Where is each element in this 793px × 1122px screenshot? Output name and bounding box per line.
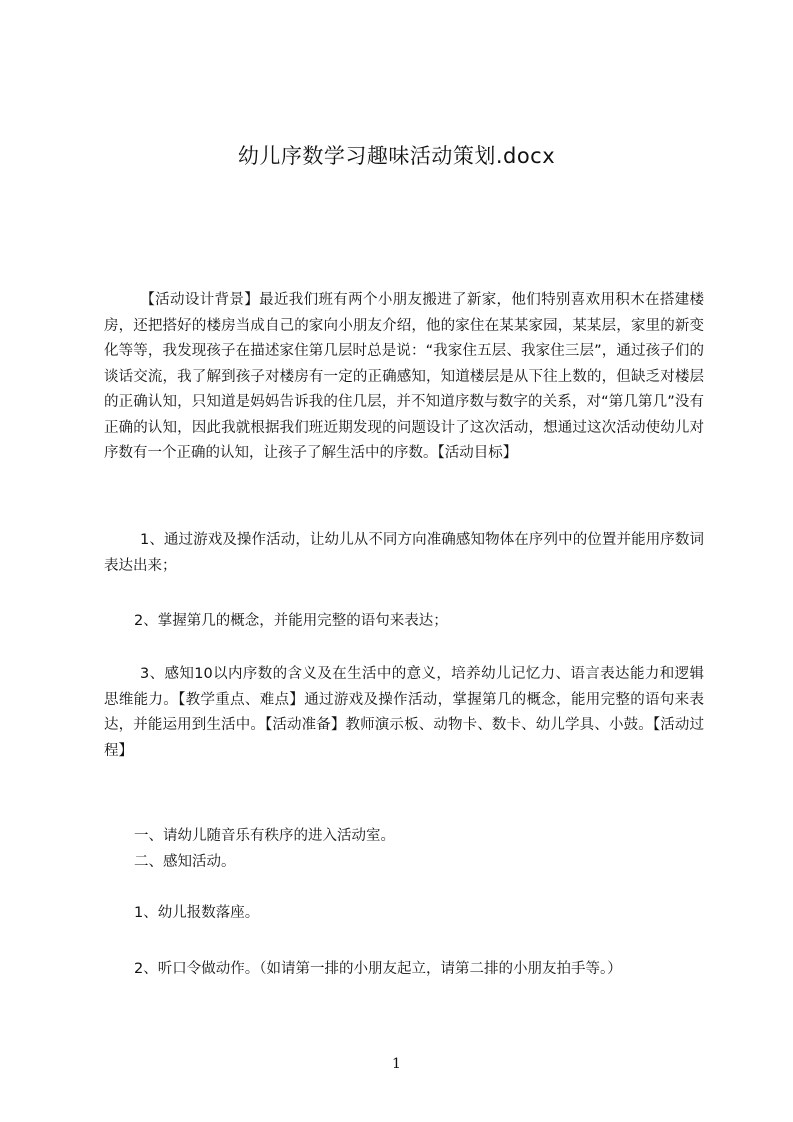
paragraph-text: 2、掌握第几的概念，并能用完整的语句来表达； <box>134 613 448 629</box>
document-title: 幼儿序数学习趣味活动策划.docx <box>237 144 556 168</box>
paragraph-text: 3、感知10以内序数的含义及在生活中的意义，培养幼儿记忆力、语言表达能力和逻辑思维能力。【教学重点、难点】通过游戏及操作活动，掌握第几的概念，能用完整的语句来表达，并能运用到生活中。【活动准备】教师演示板、动物卡、数卡、幼儿学具、小鼓。【活动过程】 <box>104 666 704 759</box>
paragraph-goal-3 <box>104 662 704 764</box>
paragraph-step-2 <box>104 850 704 876</box>
paragraph-background <box>104 288 704 467</box>
paragraph-text: 二、感知活动。 <box>134 854 236 870</box>
paragraph-goal-2 <box>104 609 704 635</box>
page-number: 1 <box>392 1056 401 1072</box>
paragraph-step-1 <box>104 824 704 850</box>
paragraph-step-2-2 <box>104 957 704 983</box>
paragraph-text: 1、幼儿报数落座。 <box>134 905 260 921</box>
paragraph-text: 一、请幼儿随音乐有秩序的进入活动室。 <box>134 828 395 844</box>
paragraph-text: 1、通过游戏及操作活动，让幼儿从不同方向准确感知物体在序列中的位置并能用序数词表达出来； <box>104 532 704 574</box>
paragraph-text: 【活动设计背景】最近我们班有两个小朋友搬进了新家，他们特别喜欢用积木在搭建楼房，还把搭好的楼房当成自己的家向小朋友介绍，他的家住在某某家园，某某层，家里的新变化等等，我发现孩子在描述家住第几层时总是说：“我家住五层、我家住三层”，通过孩子们的谈话交流，我了解到孩子对楼房有一定的正确感知，知道楼层是从下往上数的，但缺乏对楼层的正确认知，只知道是妈妈告诉我的住几层，并不知道序数与数字的关系，对“第几第几”没有正确的认知，因此我就根据我们班近期发现的问题设计了这次活动，想通过这次活动使幼儿对序数有一个正确的认知，让孩子了解生活中的序数。【活动目标】 <box>104 292 704 461</box>
paragraph-text: 2、听口令做动作。（如请第一排的小朋友起立，请第二排的小朋友拍手等。） <box>134 961 622 977</box>
paragraph-step-2-1 <box>104 901 704 927</box>
paragraph-goal-1 <box>104 528 704 579</box>
